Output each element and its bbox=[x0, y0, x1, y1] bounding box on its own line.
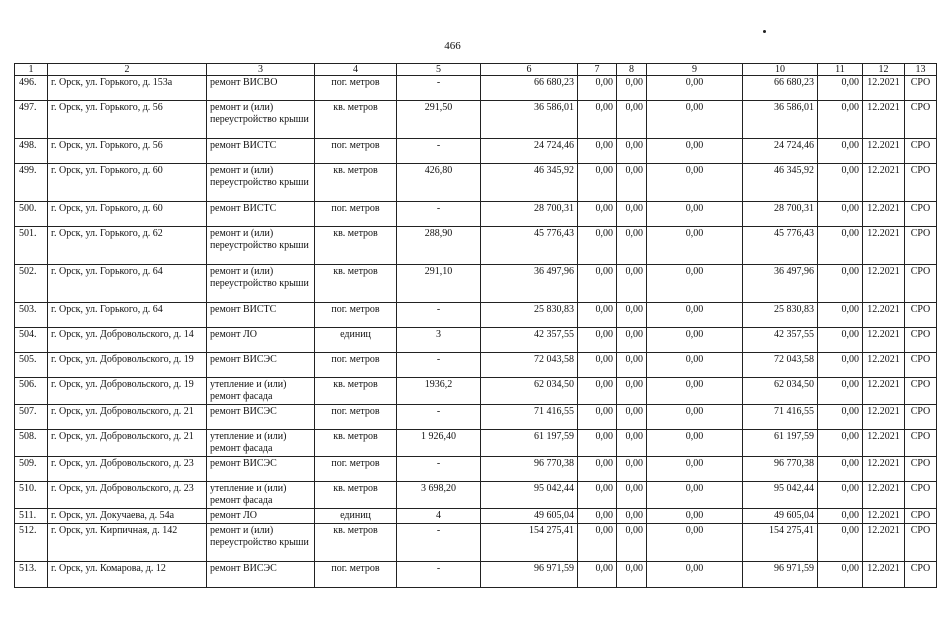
total-cost: 45 776,43 bbox=[481, 227, 578, 265]
row-number: 507. bbox=[15, 405, 48, 430]
work-type: ремонт и (или) переустройство крыши bbox=[207, 164, 315, 202]
table-row bbox=[15, 482, 937, 509]
total-cost: 42 357,55 bbox=[481, 328, 578, 353]
volume: - bbox=[397, 202, 481, 227]
cost-col-7: 0,00 bbox=[578, 227, 617, 265]
completion-date: 12.2021 bbox=[863, 562, 905, 588]
scan-speck bbox=[763, 30, 766, 33]
address: г. Орск, ул. Добровольского, д. 14 bbox=[48, 328, 207, 353]
unit: пог. метров bbox=[315, 353, 397, 378]
cost-col-10: 66 680,23 bbox=[743, 76, 818, 101]
cost-col-7: 0,00 bbox=[578, 101, 617, 139]
cost-col-7: 0,00 bbox=[578, 353, 617, 378]
unit: пог. метров bbox=[315, 457, 397, 482]
cost-col-9: 0,00 bbox=[647, 524, 743, 562]
cost-col-11: 0,00 bbox=[818, 430, 863, 457]
executor: СРО bbox=[905, 482, 937, 509]
cost-col-9: 0,00 bbox=[647, 227, 743, 265]
table-row bbox=[15, 101, 937, 139]
cost-col-8: 0,00 bbox=[617, 378, 647, 405]
cost-col-10: 72 043,58 bbox=[743, 353, 818, 378]
table-row bbox=[15, 405, 937, 430]
cost-col-10: 28 700,31 bbox=[743, 202, 818, 227]
unit: кв. метров bbox=[315, 430, 397, 457]
cost-col-8: 0,00 bbox=[617, 524, 647, 562]
cost-col-7: 0,00 bbox=[578, 303, 617, 328]
executor: СРО bbox=[905, 562, 937, 588]
volume: 291,50 bbox=[397, 101, 481, 139]
completion-date: 12.2021 bbox=[863, 139, 905, 164]
cost-col-8: 0,00 bbox=[617, 457, 647, 482]
completion-date: 12.2021 bbox=[863, 101, 905, 139]
unit: кв. метров bbox=[315, 482, 397, 509]
cost-col-11: 0,00 bbox=[818, 76, 863, 101]
cost-col-8: 0,00 bbox=[617, 303, 647, 328]
cost-col-7: 0,00 bbox=[578, 202, 617, 227]
executor: СРО bbox=[905, 202, 937, 227]
work-type: ремонт ВИСЭС bbox=[207, 457, 315, 482]
row-number: 502. bbox=[15, 265, 48, 303]
volume: 288,90 bbox=[397, 227, 481, 265]
cost-col-10: 154 275,41 bbox=[743, 524, 818, 562]
completion-date: 12.2021 bbox=[863, 430, 905, 457]
total-cost: 96 770,38 bbox=[481, 457, 578, 482]
cost-col-8: 0,00 bbox=[617, 101, 647, 139]
address: г. Орск, ул. Докучаева, д. 54а bbox=[48, 509, 207, 524]
total-cost: 71 416,55 bbox=[481, 405, 578, 430]
cost-col-7: 0,00 bbox=[578, 76, 617, 101]
address: г. Орск, ул. Добровольского, д. 23 bbox=[48, 482, 207, 509]
page-number: 466 bbox=[444, 40, 461, 52]
unit: кв. метров bbox=[315, 227, 397, 265]
row-number: 511. bbox=[15, 509, 48, 524]
executor: СРО bbox=[905, 524, 937, 562]
cost-col-9: 0,00 bbox=[647, 139, 743, 164]
cost-col-11: 0,00 bbox=[818, 328, 863, 353]
total-cost: 96 971,59 bbox=[481, 562, 578, 588]
cost-col-11: 0,00 bbox=[818, 353, 863, 378]
address: г. Орск, ул. Горького, д. 64 bbox=[48, 265, 207, 303]
cost-col-8: 0,00 bbox=[617, 139, 647, 164]
total-cost: 36 586,01 bbox=[481, 101, 578, 139]
cost-col-9: 0,00 bbox=[647, 378, 743, 405]
cost-col-11: 0,00 bbox=[818, 562, 863, 588]
cost-col-9: 0,00 bbox=[647, 164, 743, 202]
volume: - bbox=[397, 405, 481, 430]
column-number: 13 bbox=[905, 64, 937, 76]
volume: - bbox=[397, 139, 481, 164]
work-type: ремонт ЛО bbox=[207, 328, 315, 353]
table-row bbox=[15, 430, 937, 457]
cost-col-8: 0,00 bbox=[617, 227, 647, 265]
column-number: 6 bbox=[481, 64, 578, 76]
volume: - bbox=[397, 353, 481, 378]
cost-col-11: 0,00 bbox=[818, 405, 863, 430]
cost-col-8: 0,00 bbox=[617, 265, 647, 303]
cost-col-10: 25 830,83 bbox=[743, 303, 818, 328]
executor: СРО bbox=[905, 227, 937, 265]
cost-col-8: 0,00 bbox=[617, 76, 647, 101]
total-cost: 66 680,23 bbox=[481, 76, 578, 101]
executor: СРО bbox=[905, 101, 937, 139]
executor: СРО bbox=[905, 303, 937, 328]
cost-col-8: 0,00 bbox=[617, 562, 647, 588]
work-type: утепление и (или) ремонт фасада bbox=[207, 378, 315, 405]
cost-col-7: 0,00 bbox=[578, 378, 617, 405]
cost-col-11: 0,00 bbox=[818, 164, 863, 202]
cost-col-10: 71 416,55 bbox=[743, 405, 818, 430]
row-number: 509. bbox=[15, 457, 48, 482]
cost-col-8: 0,00 bbox=[617, 430, 647, 457]
completion-date: 12.2021 bbox=[863, 328, 905, 353]
row-number: 512. bbox=[15, 524, 48, 562]
address: г. Орск, ул. Горького, д. 62 bbox=[48, 227, 207, 265]
row-number: 496. bbox=[15, 76, 48, 101]
work-type: ремонт ВИСТС bbox=[207, 202, 315, 227]
volume: - bbox=[397, 457, 481, 482]
cost-col-9: 0,00 bbox=[647, 482, 743, 509]
cost-col-7: 0,00 bbox=[578, 457, 617, 482]
completion-date: 12.2021 bbox=[863, 524, 905, 562]
address: г. Орск, ул. Горького, д. 64 bbox=[48, 303, 207, 328]
table-body bbox=[15, 64, 937, 588]
row-number: 505. bbox=[15, 353, 48, 378]
unit: пог. метров bbox=[315, 139, 397, 164]
address: г. Орск, ул. Добровольского, д. 21 bbox=[48, 430, 207, 457]
executor: СРО bbox=[905, 139, 937, 164]
table-row bbox=[15, 353, 937, 378]
cost-col-9: 0,00 bbox=[647, 562, 743, 588]
column-number-row bbox=[15, 64, 937, 76]
cost-col-10: 24 724,46 bbox=[743, 139, 818, 164]
unit: кв. метров bbox=[315, 101, 397, 139]
work-type: ремонт ВИСЭС bbox=[207, 562, 315, 588]
cost-col-11: 0,00 bbox=[818, 482, 863, 509]
unit: пог. метров bbox=[315, 405, 397, 430]
address: г. Орск, ул. Комарова, д. 12 bbox=[48, 562, 207, 588]
volume: 291,10 bbox=[397, 265, 481, 303]
unit: пог. метров bbox=[315, 303, 397, 328]
cost-col-9: 0,00 bbox=[647, 76, 743, 101]
unit: единиц bbox=[315, 328, 397, 353]
column-number: 10 bbox=[743, 64, 818, 76]
unit: кв. метров bbox=[315, 524, 397, 562]
executor: СРО bbox=[905, 509, 937, 524]
address: г. Орск, ул. Добровольского, д. 23 bbox=[48, 457, 207, 482]
cost-col-10: 49 605,04 bbox=[743, 509, 818, 524]
cost-col-10: 96 971,59 bbox=[743, 562, 818, 588]
row-number: 497. bbox=[15, 101, 48, 139]
volume: 3 bbox=[397, 328, 481, 353]
cost-col-11: 0,00 bbox=[818, 524, 863, 562]
executor: СРО bbox=[905, 457, 937, 482]
unit: кв. метров bbox=[315, 265, 397, 303]
table-row bbox=[15, 202, 937, 227]
cost-col-7: 0,00 bbox=[578, 265, 617, 303]
cost-col-10: 95 042,44 bbox=[743, 482, 818, 509]
cost-col-7: 0,00 bbox=[578, 164, 617, 202]
cost-col-7: 0,00 bbox=[578, 524, 617, 562]
completion-date: 12.2021 bbox=[863, 265, 905, 303]
completion-date: 12.2021 bbox=[863, 202, 905, 227]
cost-col-9: 0,00 bbox=[647, 509, 743, 524]
cost-col-8: 0,00 bbox=[617, 353, 647, 378]
total-cost: 28 700,31 bbox=[481, 202, 578, 227]
cost-col-7: 0,00 bbox=[578, 405, 617, 430]
address: г. Орск, ул. Горького, д. 153а bbox=[48, 76, 207, 101]
row-number: 498. bbox=[15, 139, 48, 164]
table-row bbox=[15, 509, 937, 524]
volume: 1936,2 bbox=[397, 378, 481, 405]
address: г. Орск, ул. Добровольского, д. 21 bbox=[48, 405, 207, 430]
executor: СРО bbox=[905, 76, 937, 101]
table-row bbox=[15, 378, 937, 405]
work-type: ремонт и (или) переустройство крыши bbox=[207, 101, 315, 139]
total-cost: 62 034,50 bbox=[481, 378, 578, 405]
row-number: 506. bbox=[15, 378, 48, 405]
cost-col-10: 46 345,92 bbox=[743, 164, 818, 202]
table-row bbox=[15, 457, 937, 482]
cost-col-10: 62 034,50 bbox=[743, 378, 818, 405]
completion-date: 12.2021 bbox=[863, 509, 905, 524]
column-number: 4 bbox=[315, 64, 397, 76]
completion-date: 12.2021 bbox=[863, 164, 905, 202]
volume: - bbox=[397, 562, 481, 588]
table-row bbox=[15, 303, 937, 328]
total-cost: 46 345,92 bbox=[481, 164, 578, 202]
row-number: 508. bbox=[15, 430, 48, 457]
total-cost: 154 275,41 bbox=[481, 524, 578, 562]
completion-date: 12.2021 bbox=[863, 353, 905, 378]
address: г. Орск, ул. Добровольского, д. 19 bbox=[48, 353, 207, 378]
cost-col-10: 42 357,55 bbox=[743, 328, 818, 353]
volume: 3 698,20 bbox=[397, 482, 481, 509]
volume: 426,80 bbox=[397, 164, 481, 202]
cost-col-7: 0,00 bbox=[578, 482, 617, 509]
column-number: 9 bbox=[647, 64, 743, 76]
unit: кв. метров bbox=[315, 164, 397, 202]
work-type: ремонт и (или) переустройство крыши bbox=[207, 265, 315, 303]
cost-col-7: 0,00 bbox=[578, 562, 617, 588]
table-row bbox=[15, 524, 937, 562]
cost-col-10: 36 497,96 bbox=[743, 265, 818, 303]
cost-col-8: 0,00 bbox=[617, 509, 647, 524]
works-table bbox=[14, 63, 937, 588]
completion-date: 12.2021 bbox=[863, 76, 905, 101]
row-number: 510. bbox=[15, 482, 48, 509]
cost-col-9: 0,00 bbox=[647, 405, 743, 430]
column-number: 11 bbox=[818, 64, 863, 76]
executor: СРО bbox=[905, 430, 937, 457]
table-row bbox=[15, 562, 937, 588]
column-number: 3 bbox=[207, 64, 315, 76]
volume: - bbox=[397, 303, 481, 328]
cost-col-11: 0,00 bbox=[818, 303, 863, 328]
work-type: ремонт ВИСТС bbox=[207, 303, 315, 328]
total-cost: 25 830,83 bbox=[481, 303, 578, 328]
cost-col-11: 0,00 bbox=[818, 457, 863, 482]
table-row bbox=[15, 227, 937, 265]
total-cost: 36 497,96 bbox=[481, 265, 578, 303]
cost-col-9: 0,00 bbox=[647, 430, 743, 457]
row-number: 504. bbox=[15, 328, 48, 353]
work-type: утепление и (или) ремонт фасада bbox=[207, 430, 315, 457]
unit: пог. метров bbox=[315, 562, 397, 588]
address: г. Орск, ул. Горького, д. 56 bbox=[48, 101, 207, 139]
cost-col-11: 0,00 bbox=[818, 227, 863, 265]
total-cost: 24 724,46 bbox=[481, 139, 578, 164]
cost-col-9: 0,00 bbox=[647, 202, 743, 227]
total-cost: 61 197,59 bbox=[481, 430, 578, 457]
address: г. Орск, ул. Добровольского, д. 19 bbox=[48, 378, 207, 405]
executor: СРО bbox=[905, 405, 937, 430]
cost-col-10: 96 770,38 bbox=[743, 457, 818, 482]
cost-col-9: 0,00 bbox=[647, 303, 743, 328]
cost-col-7: 0,00 bbox=[578, 139, 617, 164]
total-cost: 49 605,04 bbox=[481, 509, 578, 524]
column-number: 12 bbox=[863, 64, 905, 76]
executor: СРО bbox=[905, 164, 937, 202]
work-type: ремонт ВИСВО bbox=[207, 76, 315, 101]
work-type: ремонт ЛО bbox=[207, 509, 315, 524]
row-number: 503. bbox=[15, 303, 48, 328]
table-row bbox=[15, 76, 937, 101]
work-type: ремонт ВИСЭС bbox=[207, 405, 315, 430]
cost-col-7: 0,00 bbox=[578, 509, 617, 524]
cost-col-11: 0,00 bbox=[818, 378, 863, 405]
cost-col-9: 0,00 bbox=[647, 353, 743, 378]
table-row bbox=[15, 265, 937, 303]
row-number: 499. bbox=[15, 164, 48, 202]
completion-date: 12.2021 bbox=[863, 405, 905, 430]
row-number: 513. bbox=[15, 562, 48, 588]
volume: 4 bbox=[397, 509, 481, 524]
table-row bbox=[15, 328, 937, 353]
volume: - bbox=[397, 76, 481, 101]
unit: кв. метров bbox=[315, 378, 397, 405]
work-type: ремонт ВИСЭС bbox=[207, 353, 315, 378]
column-number: 8 bbox=[617, 64, 647, 76]
cost-col-9: 0,00 bbox=[647, 328, 743, 353]
completion-date: 12.2021 bbox=[863, 378, 905, 405]
cost-col-9: 0,00 bbox=[647, 457, 743, 482]
executor: СРО bbox=[905, 328, 937, 353]
work-type: утепление и (или) ремонт фасада bbox=[207, 482, 315, 509]
column-number: 5 bbox=[397, 64, 481, 76]
cost-col-11: 0,00 bbox=[818, 101, 863, 139]
cost-col-9: 0,00 bbox=[647, 101, 743, 139]
cost-col-10: 61 197,59 bbox=[743, 430, 818, 457]
completion-date: 12.2021 bbox=[863, 482, 905, 509]
unit: единиц bbox=[315, 509, 397, 524]
address: г. Орск, ул. Горького, д. 60 bbox=[48, 202, 207, 227]
cost-col-8: 0,00 bbox=[617, 164, 647, 202]
cost-col-8: 0,00 bbox=[617, 202, 647, 227]
table-row bbox=[15, 164, 937, 202]
executor: СРО bbox=[905, 265, 937, 303]
address: г. Орск, ул. Горького, д. 60 bbox=[48, 164, 207, 202]
cost-col-8: 0,00 bbox=[617, 405, 647, 430]
table-row bbox=[15, 139, 937, 164]
cost-col-11: 0,00 bbox=[818, 202, 863, 227]
cost-col-7: 0,00 bbox=[578, 430, 617, 457]
cost-col-10: 36 586,01 bbox=[743, 101, 818, 139]
total-cost: 72 043,58 bbox=[481, 353, 578, 378]
completion-date: 12.2021 bbox=[863, 227, 905, 265]
row-number: 501. bbox=[15, 227, 48, 265]
work-type: ремонт ВИСТС bbox=[207, 139, 315, 164]
column-number: 1 bbox=[15, 64, 48, 76]
executor: СРО bbox=[905, 353, 937, 378]
cost-col-8: 0,00 bbox=[617, 482, 647, 509]
cost-col-7: 0,00 bbox=[578, 328, 617, 353]
cost-col-9: 0,00 bbox=[647, 265, 743, 303]
completion-date: 12.2021 bbox=[863, 303, 905, 328]
unit: пог. метров bbox=[315, 202, 397, 227]
cost-col-11: 0,00 bbox=[818, 265, 863, 303]
column-number: 7 bbox=[578, 64, 617, 76]
volume: 1 926,40 bbox=[397, 430, 481, 457]
address: г. Орск, ул. Горького, д. 56 bbox=[48, 139, 207, 164]
unit: пог. метров bbox=[315, 76, 397, 101]
executor: СРО bbox=[905, 378, 937, 405]
row-number: 500. bbox=[15, 202, 48, 227]
cost-col-11: 0,00 bbox=[818, 509, 863, 524]
cost-col-11: 0,00 bbox=[818, 139, 863, 164]
completion-date: 12.2021 bbox=[863, 457, 905, 482]
column-number: 2 bbox=[48, 64, 207, 76]
address: г. Орск, ул. Кирпичная, д. 142 bbox=[48, 524, 207, 562]
work-type: ремонт и (или) переустройство крыши bbox=[207, 524, 315, 562]
total-cost: 95 042,44 bbox=[481, 482, 578, 509]
work-type: ремонт и (или) переустройство крыши bbox=[207, 227, 315, 265]
volume: - bbox=[397, 524, 481, 562]
cost-col-10: 45 776,43 bbox=[743, 227, 818, 265]
cost-col-8: 0,00 bbox=[617, 328, 647, 353]
